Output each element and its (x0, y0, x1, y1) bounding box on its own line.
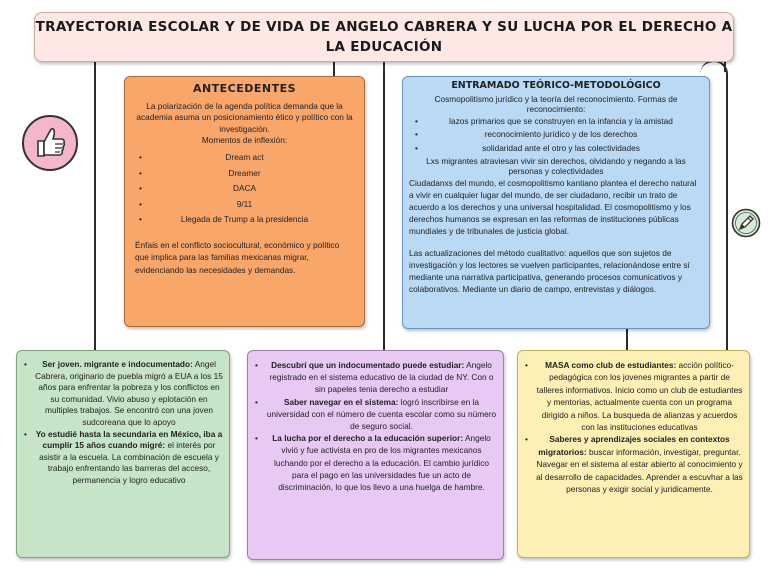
list-item (522, 433, 743, 495)
list-item: • 9/11 (135, 197, 354, 213)
item-text: el interés por asistir a la escuela. La combinación de escuela y trabajo enfrentando las barreras del acceso, permanencia y logro educativo (39, 440, 219, 485)
trajectory-box-2 (247, 350, 504, 560)
trajectory-box-3 (517, 350, 750, 558)
antecedentes-intro: La polarización de la agenda política demanda que la academia asuma un posicionamiento ético y político con la investigación. (136, 100, 353, 134)
list-item: • DACA (135, 181, 354, 197)
list-item: • lazos primarios que se construyen en la infancia y la amistad (409, 115, 703, 129)
entramado-heading: ENTRAMADO TEÓRICO-METODOLÓGICO (451, 80, 661, 91)
entramado-method: Las actualizaciones del método cualitativo: aquellos que son sujetos de investigación y los lectores se vuelven participantes, relacionándose entre sí mediante una narrativa participativa, generando procesos comunicativos y colaborativos. Mediante un diario de campo, entrevistas y diálogos. (409, 247, 690, 294)
item-heading: Ser joven. migrante e indocumentado: (42, 359, 193, 369)
thumbs-up-sticker-icon (21, 114, 79, 172)
item-heading: Descubrí que un indocumentado puede estudiar: (271, 360, 465, 370)
antecedentes-heading: ANTECEDENTES (192, 82, 297, 95)
left-connector (94, 62, 96, 350)
item-heading: Saberes y aprendizajes sociales en contextos migratorios: (538, 434, 730, 457)
right-connector-lower (726, 74, 728, 350)
list-item: • Dream act (135, 150, 354, 166)
list-item (252, 432, 497, 493)
item-heading: Saber navegar en el sistema: (283, 396, 399, 407)
list-item: • reconocimiento jurídico y de los derechos (409, 128, 703, 142)
pencil-sticker-icon (731, 208, 761, 238)
item-text: Angel Cabrera, originario de puebla migró a EUA a los 15 años para enfrentar la pobreza y los conflictos en su comunidad. Vivio abuso y eplotación en multiples trabajos. Se encontró con una joven sudcoreana que lo apoyo (35, 359, 223, 427)
col3-top-connector (626, 329, 628, 350)
trajectory-box-1 (16, 350, 230, 558)
list-item: • Llegada de Trump a la presidencia (135, 212, 354, 228)
entramado-box (402, 76, 710, 329)
item-text: acción político-pedagógica con los jovenes migrantes a partir de talleres informativos. Inicio como un club de estudiantes y mentorias, actualmente cuenta con un programa dirigido a niños. La busqueda de alianzas y acuerdos con las instituciones educativas (536, 360, 743, 433)
page-title: TRAYECTORIA ESCOLAR Y DE VIDA DE ANGELO CABRERA Y SU LUCHA POR EL DERECHO A LA EDUCACIÓN (35, 19, 733, 55)
list-item (522, 359, 743, 433)
antecedentes-box (124, 76, 365, 327)
center-connector (383, 62, 385, 350)
entramado-cosmopolitism: Ciudadanxs del mundo, el cosmopolitismo kantiano plantea el derecho natural a vivir en cualquier lugar del mundo, de ser ciudadano, recibir un trato de acuerdo a los derechos y una universal hospitalidad. El cosmopolitismo y los derechos humanos se expresan en las reformas de instituciones públicas mundiales y de tribunales de justicia global. (409, 177, 697, 236)
list-item (252, 359, 497, 396)
antecedentes-closing: Énfais en el conflicto sociocultural, económico y político que implica para las familias mexicanas migrar, evidenciando las necesidades y demandas. (135, 239, 340, 275)
entramado-intro: Cosmopolitismo jurídico y la teoría del reconocimiento. Formas de reconocimiento: (434, 93, 678, 115)
list-item (21, 429, 223, 487)
antecedentes-connector (333, 62, 335, 76)
list-item: • Dreamer (135, 166, 354, 182)
list-item (21, 359, 223, 429)
item-heading: Yo estudié hasta la secundaria en México, iba a cumplir 15 años cuando migré: (35, 428, 223, 451)
item-text: Angelo vivió y fue activista en pro de los migrantes mexicanos luchando por el derecho a la educación. El cambio jurídico para el pago en las universidades fue un acto de discriminación, lo que los llevo a una huelga de hambre. (274, 433, 491, 493)
item-text: logró inscribirse en la universidad con el número de cuenta escolar como su número de seguro social. (266, 396, 497, 432)
antecedentes-list (135, 150, 354, 228)
title-banner (34, 12, 734, 62)
item-heading: MASA como club de estudiantes: (545, 360, 677, 370)
item-text: buscar información, investigar, preguntar. Navegar en el sistema al estar abierto al conocimiento y al desarrollo de capacidades. Aprender a escuvhar a las personas y exigir social y juridicamente. (536, 446, 743, 495)
list-item (252, 396, 497, 433)
entramado-migrants: Lxs migrantes atraviesan vivir sin derechos, olvidando y negando a las personas y colectividades (426, 155, 686, 177)
recognition-list (409, 115, 703, 156)
list-item: • solidaridad ante el otro y las colectividades (409, 142, 703, 156)
item-text: Angelo registrado en el sistema educativo de la ciudad de NY. Con o sin papeles tenia derecho a estudiar (269, 360, 494, 395)
antecedentes-moments-label: Momentos de inflexión: (201, 135, 288, 146)
item-heading: La lucha por el derecho a la educación superior: (272, 433, 464, 444)
